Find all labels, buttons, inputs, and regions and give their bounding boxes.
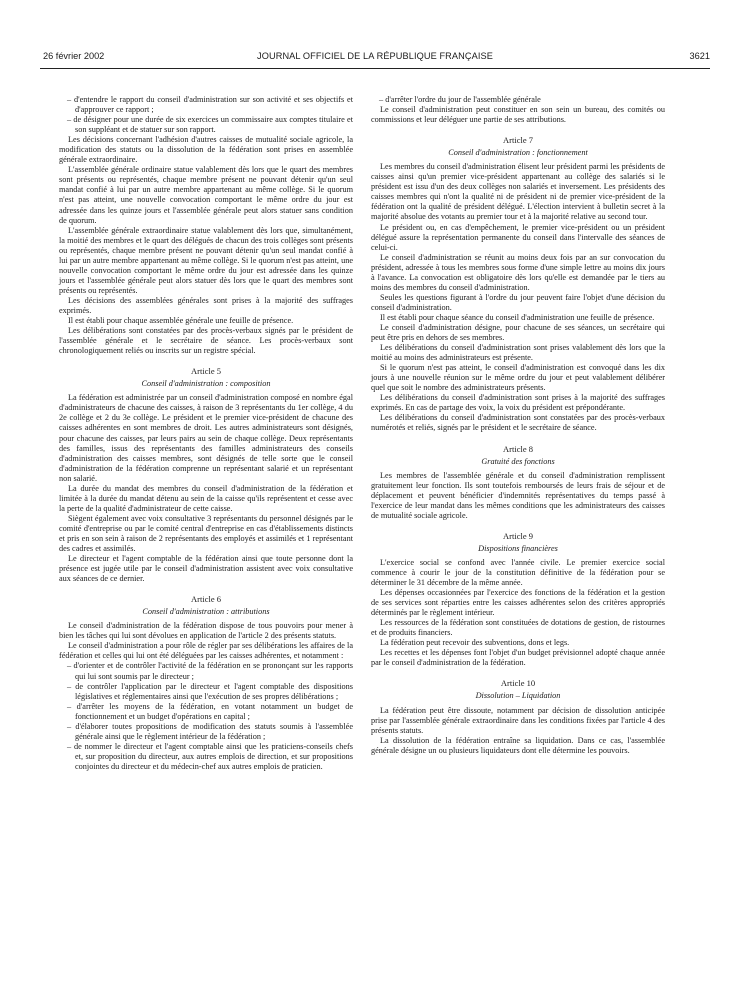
list-item: – d'élaborer toutes propositions de modification des statuts soumis à l'assemblée générale ainsi que le règlement intérieur de la fédération ; — [67, 721, 353, 741]
article-heading: Article 9 — [503, 530, 533, 541]
paragraph: La fédération peut être dissoute, notamment par décision de dissolution anticipée prise par l'assemblée générale extraordinaire dans les conditions fixées par l'article 4 des présents statuts. — [371, 705, 665, 735]
list-item: – de contrôler l'application par le directeur et l'agent comptable des dispositions législatives et réglementaires ainsi que l'exécution de ses propres délibérations ; — [67, 681, 353, 701]
paragraph: Seules les questions figurant à l'ordre du jour peuvent faire l'objet d'une décision du conseil d'administration. — [371, 292, 665, 312]
paragraph: Il est établi pour chaque assemblée générale une feuille de présence. — [68, 316, 294, 326]
paragraph: Siègent également avec voix consultative 3 représentants du personnel désignés par le comité d'entreprise ou par le comité central d'entreprise en cas d'établissements distincts et pris en son sein à raison de 2 représentants des employés et assimilés et 1 représentant des cadres et assimilés. — [59, 513, 353, 554]
paragraph: Le conseil d'administration a pour rôle de régler par ses délibérations les affaires de la fédération et celles qui lui ont été déléguées par les caisses adhérentes, et notamment : — [59, 641, 353, 661]
article-subheading: Conseil d'administration : composition — [141, 379, 271, 389]
article-heading: Article 10 — [500, 678, 536, 689]
right-column — [371, 95, 665, 756]
paragraph: Les membres de l'assemblée générale et du conseil d'administration remplissent gratuitement leur fonction. Ils sont toutefois remboursés de leurs frais de séjour et de déplacement et peuvent bénéficier d'indemnités représentatives du temps passé à l'exercice de leur mandat dans les mêmes conditions que les administrateurs des caisses de mutualité sociale agricole. — [371, 470, 665, 520]
list-item: – d'arrêter les moyens de la fédération, en votant notamment un budget de fonctionnement et un budget d'opérations en capital ; — [67, 701, 353, 721]
paragraph: Les décisions des assemblées générales sont prises à la majorité des suffrages exprimés. — [59, 295, 353, 315]
paragraph: L'exercice social se confond avec l'année civile. Le premier exercice social commence à courir le jour de la constitution définitive de la fédération pour se déterminer le 31 décembre de la même année. — [371, 557, 665, 588]
paragraph: Les délibérations du conseil d'administration sont constatées par des procès-verbaux numérotés et reliés, signés par le président et le secrétaire de séance. — [371, 413, 665, 433]
paragraph: Les ressources de la fédération sont constituées de dotations de gestion, de ristournes et de produits financiers. — [371, 618, 665, 638]
paragraph: La durée du mandat des membres du conseil d'administration de la fédération et limitée à la durée du mandat détenu au sein de la caisse qu'ils représentent et cesse avec la perte de la qualité d'administrateur de cette caisse. — [59, 483, 353, 513]
article-subheading: Conseil d'administration : fonctionnement — [448, 148, 588, 158]
list-item: – de désigner pour une durée de six exercices un commissaire aux comptes titulaire et son suppléant et de statuer sur son rapport. — [67, 115, 353, 135]
paragraph: L'assemblée générale extraordinaire statue valablement dès lors que, simultanément, la moitié des membres et le quart des délégués de chacun des trois collèges sont présents ou représentés, chaque membre présent ne pouvant détenir qu'un seul mandat confié à lui par un autre membre appartenant au même collège. Si le quorum n'est pas atteint, une nouvelle convocation comportant le même ordre du jour est adressée dans les quinze jours et l'assemblée générale peut alors statuer dès lors que le quart des membres sont présents ou représentés. — [59, 225, 353, 295]
list-item: – de nommer le directeur et l'agent comptable ainsi que les praticiens-conseils chefs et, sur proposition du directeur, aux autres emplois de direction, et sur propositions conjointes du directeur et du médecin-chef aux autres emplois de praticien. — [67, 741, 353, 771]
article-heading: Article 8 — [503, 443, 533, 454]
paragraph: Il est établi pour chaque séance du conseil d'administration une feuille de présence. — [380, 312, 655, 322]
paragraph: Les délibérations du conseil d'administration sont prises valablement dès lors que la moitié au moins des administrateurs est présente. — [371, 343, 665, 363]
paragraph: Le président ou, en cas d'empêchement, le premier vice-président ou un président délégué assure la représentation permanente du conseil dans l'intervalle des séances de celui-ci. — [371, 222, 665, 252]
left-column — [59, 95, 353, 772]
page-header — [40, 51, 710, 65]
paragraph: La fédération est administrée par un conseil d'administration composé en nombre égal d'administrateurs de chacune des caisses, à raison de 3 représentants du 1er collège, 4 du 2e collège et 2 du 3e collège. Le président et le premier vice-président de chacune des caisses adhérentes en sont membres de droit. Les autres administrateurs sont désignés, pour chacune des caisses, par leurs pairs au sein de chaque collège. Deux représentants des familles, issus des représentants des familles administrateurs des conseils d'administration des caisses membres, sont désignés de telle sorte que le conseil d'administration de la fédération comprenne un représentant salarié et un représentant non salarié. — [59, 393, 353, 483]
article-subheading: Dispositions financières — [478, 543, 558, 553]
paragraph: Les délibérations du conseil d'administration sont prises à la majorité des suffrages exprimés. En cas de partage des voix, la voix du président est prépondérante. — [371, 393, 665, 413]
paragraph: Le conseil d'administration se réunit au moins deux fois par an sur convocation du président, adressée à tous les membres sous forme d'une simple lettre au moins dix jours à l'avance. La convocation est obligatoire dès lors qu'elle est demandée par le tiers au moins des membres du conseil d'administration. — [371, 252, 665, 292]
paragraph: L'assemblée générale ordinaire statue valablement dès lors que le quart des membres sont présents ou représentés, chaque membre présent ne pouvant détenir qu'un seul mandat confié à lui par un autre membre appartenant au même collège. Si le quorum n'est pas atteint, une nouvelle convocation comportant le même ordre du jour est adressée dans les quinze jours et l'assemblée générale peut alors statuer sans condition de quorum. — [59, 165, 353, 225]
list-item: – d'orienter et de contrôler l'activité de la fédération en se prononçant sur les rapports qui lui sont soumis par le directeur ; — [67, 661, 353, 681]
article-subheading: Gratuité des fonctions — [481, 456, 555, 466]
paragraph: Le conseil d'administration désigne, pour chacune de ses séances, un secrétaire qui peut être pris en dehors de ses membres. — [371, 322, 665, 343]
article-heading: Article 6 — [191, 594, 221, 605]
page-number: 3621 — [689, 51, 710, 61]
paragraph: Les délibérations sont constatées par des procès-verbaux signés par le président de l'assemblée générale et le secrétaire de séance. Les procès-verbaux sont chronologiquement reliés ou inscrits sur un registre spécial. — [59, 326, 353, 356]
paragraph: Le directeur et l'agent comptable de la fédération ainsi que toute personne dont la présence est jugée utile par le conseil d'administration assistent avec voix consultative aux séances de ce dernier. — [59, 554, 353, 584]
article-heading: Article 7 — [503, 135, 533, 146]
paragraph: La dissolution de la fédération entraîne sa liquidation. Dans ce cas, l'assemblée générale désigne un ou plusieurs liquidateurs dont elle détermine les pouvoirs. — [371, 735, 665, 755]
paragraph: Le conseil d'administration de la fédération dispose de tous pouvoirs pour mener à bien les tâches qui lui sont dévolues en application de l'article 2 des présents statuts. — [59, 621, 353, 641]
paragraph: Le conseil d'administration peut constituer en son sein un bureau, des comités ou commissions et leur déléguer une partie de ses attributions. — [371, 105, 665, 125]
paragraph: Les dépenses occasionnées par l'exercice des fonctions de la fédération et la gestion de ses services sont réparties entre les caisses adhérentes selon des critères appropriés déterminés par le règlement intérieur. — [371, 588, 665, 618]
list-item: – d'arrêter l'ordre du jour de l'assemblée générale — [379, 95, 541, 104]
paragraph: Les décisions concernant l'adhésion d'autres caisses de mutualité sociale agricole, la modification des statuts ou la dissolution de la fédération sont prises en assemblée générale extraordinaire. — [59, 135, 353, 165]
article-subheading: Dissolution – Liquidation — [475, 691, 561, 701]
journal-title: JOURNAL OFFICIEL DE LA RÉPUBLIQUE FRANÇAISE — [257, 51, 493, 61]
issue-date: 26 février 2002 — [43, 51, 105, 61]
article-heading: Article 5 — [191, 366, 221, 377]
paragraph: Les membres du conseil d'administration élisent leur président parmi les présidents de caisses ainsi qu'un premier vice-président appartenant au collège des salariés si le président est issu d'un des deux collèges non salariés et inversement. Les présidents des caisses membres qui n'ont la qualité ni de président ni de premier vice-président de la fédération ont la qualité de président délégué. L'élection intervient à bulletin secret à la majorité absolue des votants au premier tour et à la majorité relative au second tour. — [371, 162, 665, 222]
paragraph: La fédération peut recevoir des subventions, dons et legs. — [380, 638, 570, 648]
paragraph: Les recettes et les dépenses font l'objet d'un budget prévisionnel adopté chaque année par le conseil d'administration de la fédération. — [371, 648, 665, 668]
article-subheading: Conseil d'administration : attributions — [142, 607, 270, 617]
header-rule — [40, 68, 710, 69]
list-item: – d'entendre le rapport du conseil d'administration sur son activité et ses objectifs et d'approuver ce rapport ; — [67, 95, 353, 115]
paragraph: Si le quorum n'est pas atteint, le conseil d'administration est convoqué dans les dix jours à une nouvelle réunion sur le même ordre du jour et peut valablement délibérer quel que soit le nombre des administrateurs présents. — [371, 363, 665, 393]
